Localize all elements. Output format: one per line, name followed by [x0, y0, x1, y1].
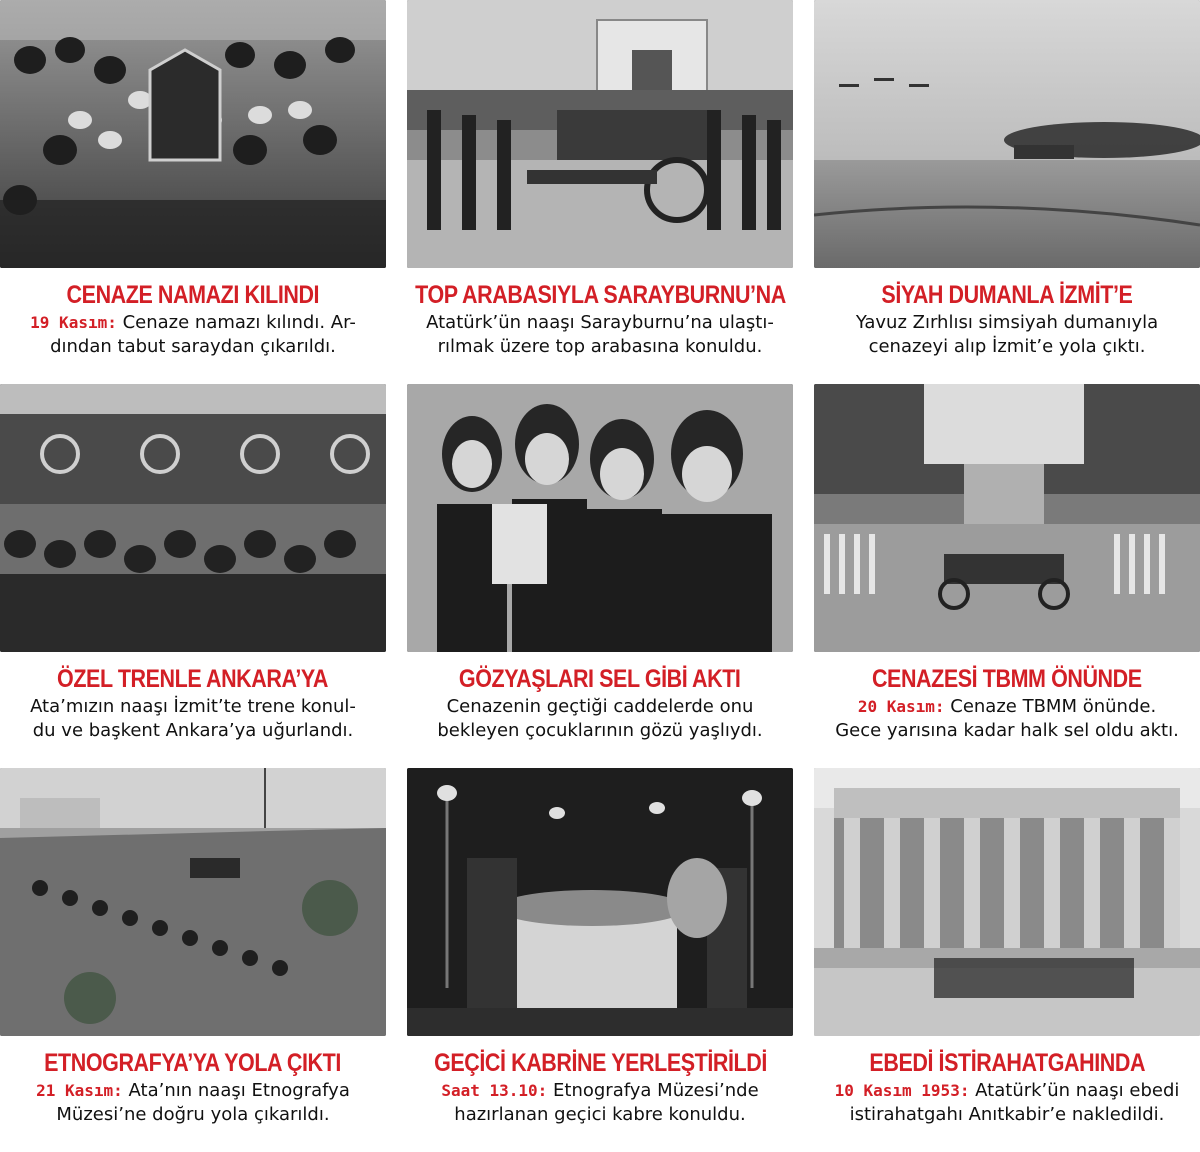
description-line-1: Saat 13.10: Etnografya Müzesi’nde [441, 1080, 759, 1101]
panel-black-smoke [814, 0, 1200, 384]
description-line-2: hazırlanan geçici kabre konuldu. [454, 1104, 746, 1125]
description-line-2: Müzesi’ne doğru yola çıkarıldı. [56, 1104, 330, 1125]
description-line-2: istirahatgahı Anıtkabir’e nakledildi. [849, 1104, 1165, 1125]
panel-tbmm [814, 384, 1200, 768]
panel-tears [407, 384, 793, 768]
description-line-1: 21 Kasım: Ata’nın naaşı Etnografya [36, 1080, 350, 1101]
panel-title: CENAZESİ TBMM ÖNÜNDE [872, 665, 1142, 693]
photo-crying-children [407, 384, 793, 652]
date-label: Saat 13.10: [441, 1081, 548, 1100]
panel-title: GEÇİCİ KABRİNE YERLEŞTİRİLDİ [433, 1049, 767, 1077]
description-line-1: 10 Kasım 1953: Atatürk’ün naaşı ebedi [834, 1080, 1180, 1101]
description-line-1: Cenazenin geçtiği caddelerde onu [446, 696, 754, 717]
panel-description [0, 1079, 386, 1127]
description-line-2: cenazeyi alıp İzmit’e yola çıktı. [868, 336, 1146, 357]
date-label: 20 Kasım: [857, 697, 945, 716]
panel-title: TOP ARABASIYLA SARAYBURNU’NA [414, 281, 786, 309]
date-label: 19 Kasım: [30, 313, 117, 332]
photo-special-train [0, 384, 386, 652]
panel-title: GÖZYAŞLARI SEL GİBİ AKTI [459, 665, 741, 693]
panel-title: CENAZE NAMAZI KILINDI [66, 281, 320, 309]
photo-tbmm-ceremony [814, 384, 1200, 652]
description-line-2: dından tabut saraydan çıkarıldı. [50, 336, 336, 357]
panel-description [814, 1079, 1200, 1127]
panel-description [407, 695, 793, 743]
panel-title: ETNOGRAFYA’YA YOLA ÇIKTI [44, 1049, 342, 1077]
photo-procession [0, 768, 386, 1036]
description-line-2: Gece yarısına kadar halk sel oldu aktı. [835, 720, 1179, 741]
photo-temporary-tomb [407, 768, 793, 1036]
description-line-2: rılmak üzere top arabasına konuldu. [437, 336, 763, 357]
panel-description [0, 695, 386, 743]
photo-anitkabir [814, 768, 1200, 1036]
description-line-1: 19 Kasım: Cenaze namazı kılındı. Ar- [30, 312, 356, 333]
panel-temporary-tomb [407, 768, 793, 1152]
description-line-1: Atatürk’ün naaşı Sarayburnu’na ulaştı- [426, 312, 774, 333]
description-line-1: 20 Kasım: Cenaze TBMM önünde. [857, 696, 1157, 717]
photo-gun-carriage [407, 0, 793, 268]
panel-description [0, 311, 386, 359]
description-line-1: Yavuz Zırhlısı simsiyah dumanıyla [855, 312, 1159, 333]
panel-description [814, 311, 1200, 359]
photo-funeral-prayer [0, 0, 386, 268]
panel-gun-carriage [407, 0, 793, 384]
panel-anitkabir [814, 768, 1200, 1152]
panel-special-train [0, 384, 386, 768]
panel-funeral-prayer [0, 0, 386, 384]
panel-ethnography-procession [0, 768, 386, 1152]
photo-black-smoke [814, 0, 1200, 268]
panel-title: ÖZEL TRENLE ANKARA’YA [57, 665, 329, 693]
panel-description [814, 695, 1200, 743]
panel-title: EBEDİ İSTİRAHATGAHINDA [869, 1049, 1145, 1077]
description-line-2: bekleyen çocuklarının gözü yaşlıydı. [437, 720, 763, 741]
date-label: 21 Kasım: [36, 1081, 123, 1100]
panel-title: SİYAH DUMANLA İZMİT’E [881, 281, 1133, 309]
date-label: 10 Kasım 1953: [834, 1081, 970, 1100]
panel-description [407, 311, 793, 359]
panel-description [407, 1079, 793, 1127]
description-line-2: du ve başkent Ankara’ya uğurlandı. [32, 720, 354, 741]
description-line-1: Ata’mızın naaşı İzmit’te trene konul- [30, 696, 356, 717]
